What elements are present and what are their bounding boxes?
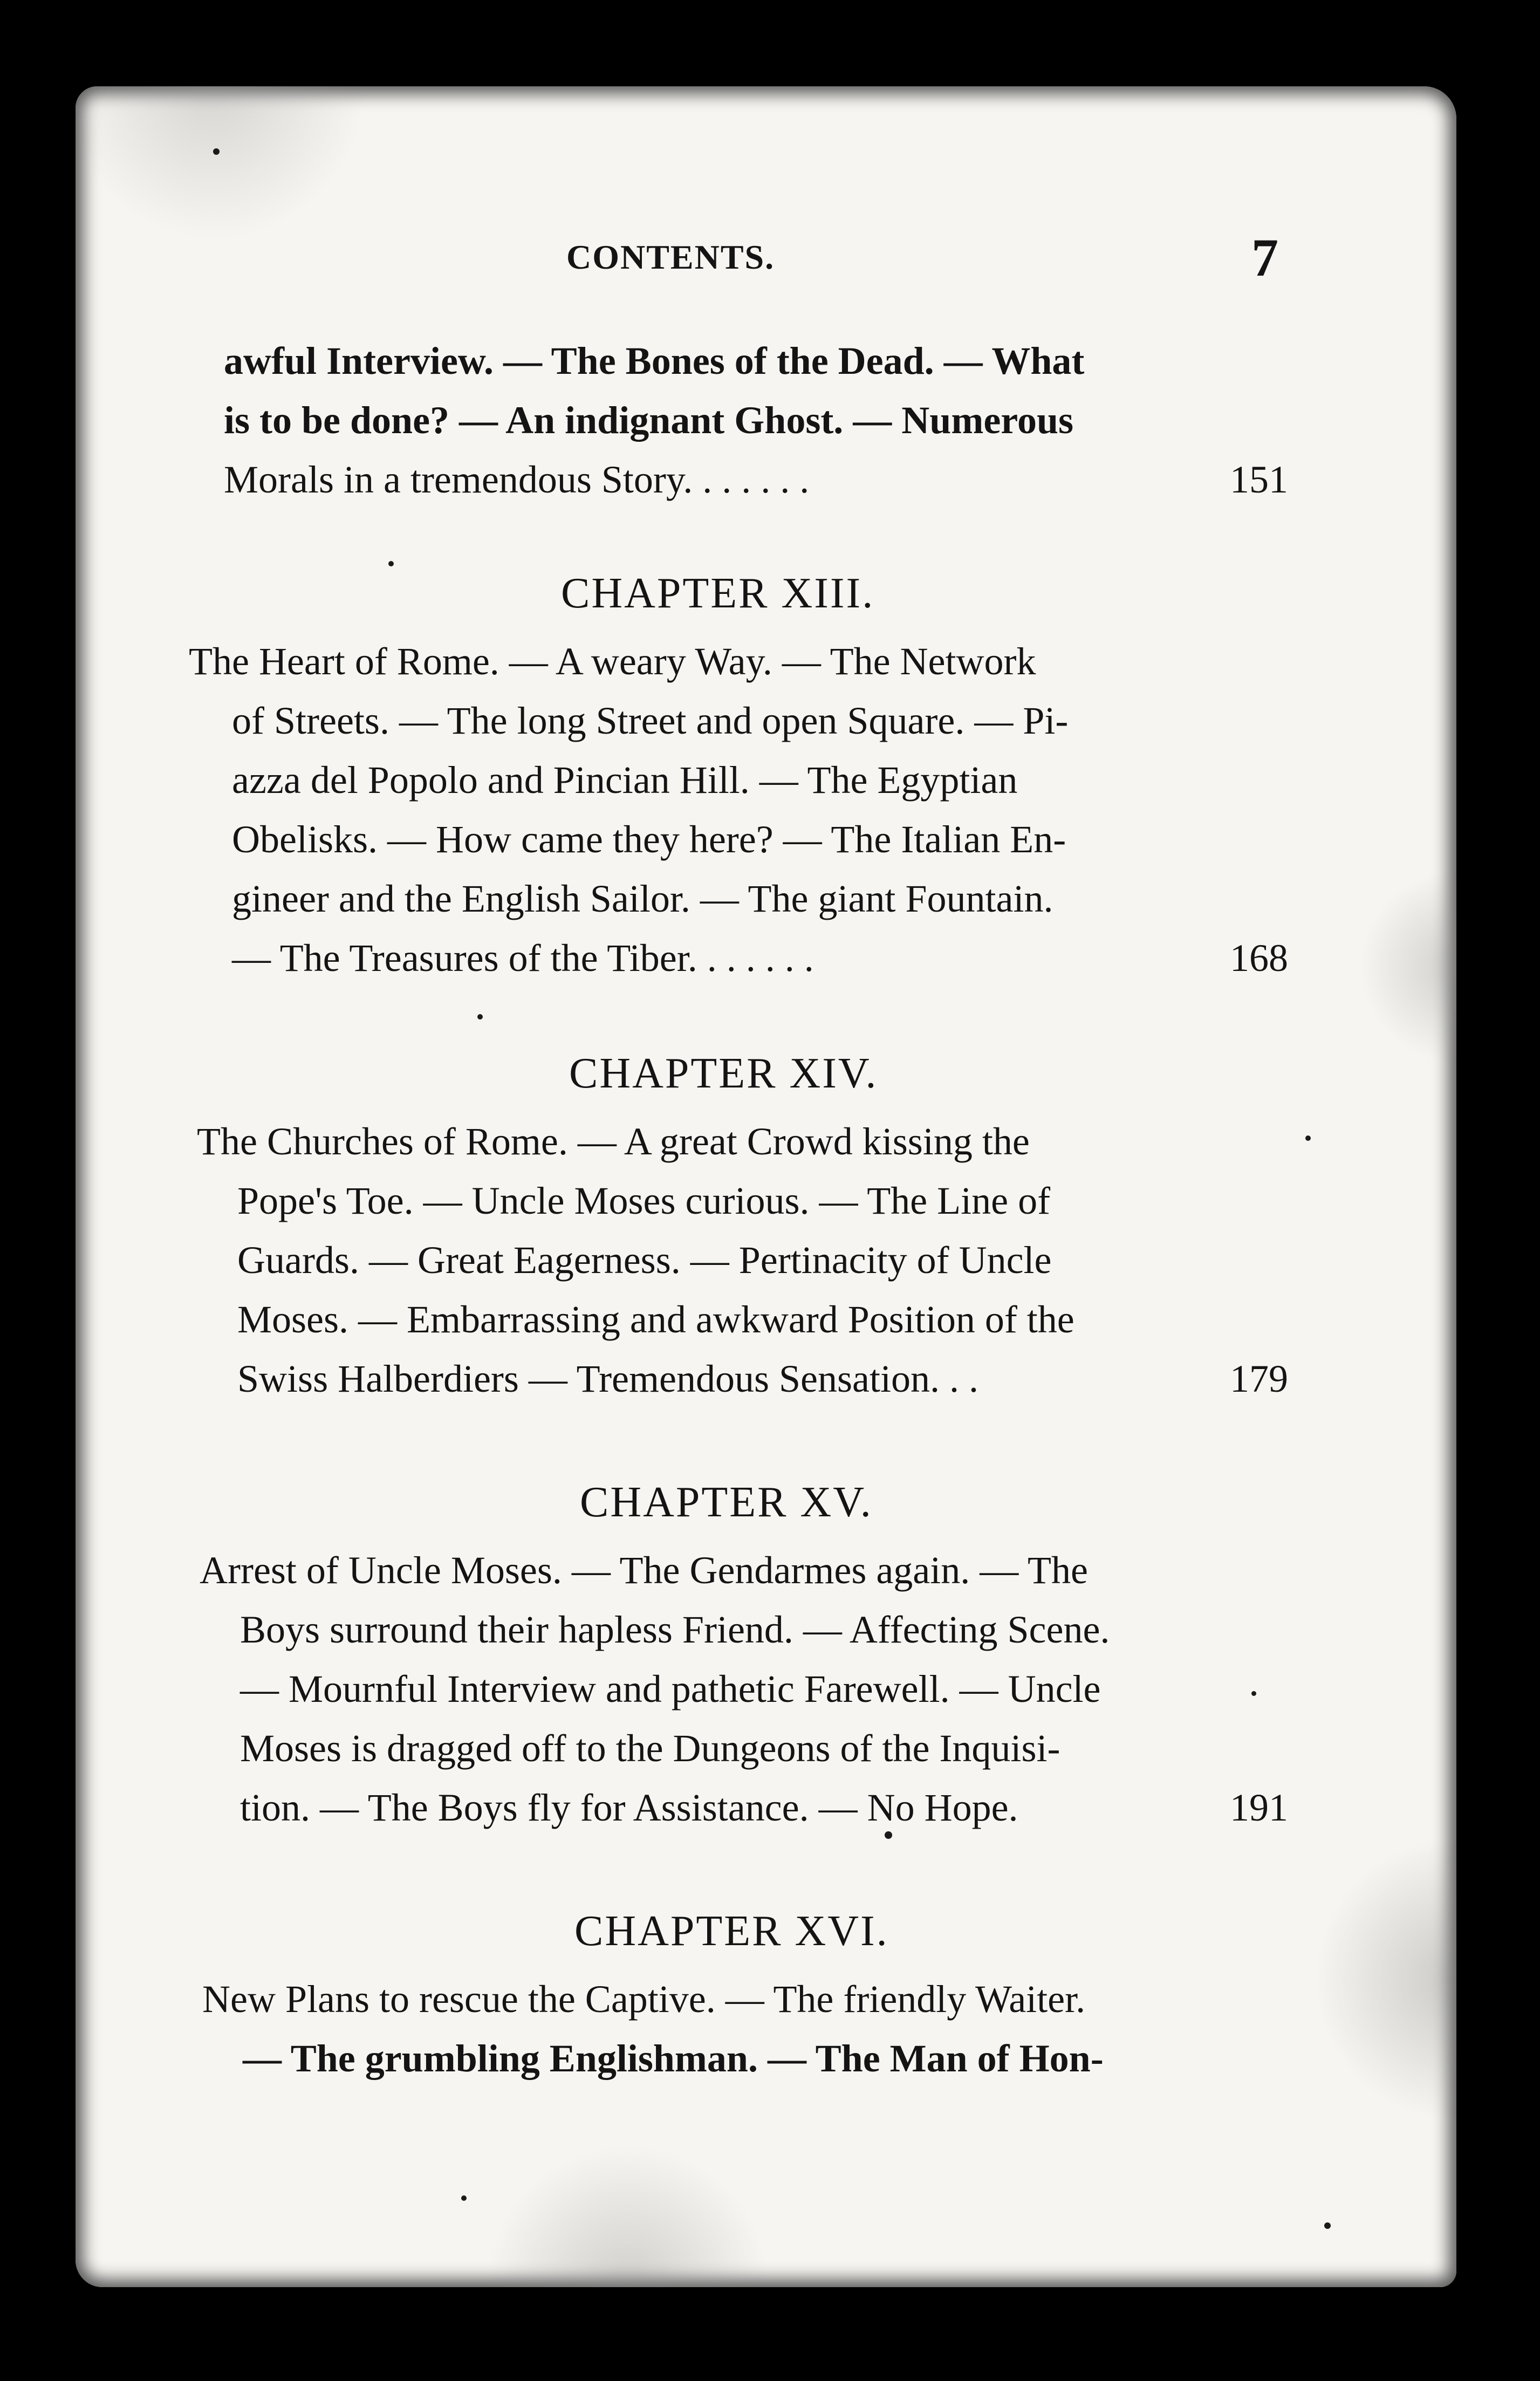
contents-line: — Mournful Interview and pathetic Farewell. — Uncle xyxy=(240,1667,1101,1711)
print-speck xyxy=(213,148,220,155)
contents-line: awful Interview. — The Bones of the Dead. — What xyxy=(224,339,1085,382)
contents-line: The Churches of Rome. — A great Crowd kissing the xyxy=(197,1120,1030,1163)
print-speck xyxy=(1324,2222,1331,2229)
contents-line: The Heart of Rome. — A weary Way. — The Network xyxy=(189,640,1036,683)
contents-line: Guards. — Great Eagerness. — Pertinacity of Uncle xyxy=(237,1239,1052,1282)
entry-page-number: 179 xyxy=(1230,1357,1288,1400)
contents-line: azza del Popolo and Pincian Hill. — The Egyptian xyxy=(232,758,1018,802)
chapter-heading: CHAPTER XIV. xyxy=(569,1050,878,1097)
running-head: CONTENTS. xyxy=(566,238,775,276)
contents-line: tion. — The Boys fly for Assistance. — No Hope. xyxy=(240,1786,1018,1829)
contents-line: Moses is dragged off to the Dungeons of the Inquisi- xyxy=(240,1727,1060,1770)
contents-line: Obelisks. — How came they here? — The Italian En- xyxy=(232,818,1066,861)
contents-line: gineer and the English Sailor. — The giant Fountain. xyxy=(232,877,1053,920)
entry-page-number: 168 xyxy=(1230,936,1288,980)
print-speck xyxy=(1251,1691,1256,1696)
contents-line: Pope's Toe. — Uncle Moses curious. — The Line of xyxy=(237,1179,1051,1222)
print-speck xyxy=(388,561,394,566)
chapter-heading: CHAPTER XIII. xyxy=(561,570,875,617)
contents-line: Arrest of Uncle Moses. — The Gendarmes again. — The xyxy=(200,1549,1088,1592)
print-speck xyxy=(461,2195,467,2201)
contents-line: — The grumbling Englishman. — The Man of Hon- xyxy=(243,2037,1104,2080)
page-number: 7 xyxy=(1251,228,1278,288)
print-speck xyxy=(1305,1135,1311,1141)
entry-page-number: 191 xyxy=(1230,1786,1288,1829)
contents-line: Moses. — Embarrassing and awkward Position of the xyxy=(237,1298,1074,1341)
chapter-heading: CHAPTER XV. xyxy=(580,1479,873,1526)
contents-line: is to be done? — An indignant Ghost. — Numerous xyxy=(224,399,1073,442)
chapter-heading: CHAPTER XVI. xyxy=(574,1907,889,1955)
contents-line: Swiss Halberdiers — Tremendous Sensation. . . xyxy=(237,1357,978,1400)
contents-line: — The Treasures of the Tiber. . . . . . . xyxy=(232,936,814,980)
print-speck xyxy=(885,1831,892,1839)
contents-line: Boys surround their hapless Friend. — Affecting Scene. xyxy=(240,1608,1110,1651)
contents-line: New Plans to rescue the Captive. — The friendly Waiter. xyxy=(202,1978,1086,2021)
print-speck xyxy=(477,1014,483,1020)
contents-line: Morals in a tremendous Story. . . . . . . xyxy=(224,458,810,501)
entry-page-number: 151 xyxy=(1230,458,1288,501)
contents-line: of Streets. — The long Street and open Square. — Pi- xyxy=(232,699,1069,742)
